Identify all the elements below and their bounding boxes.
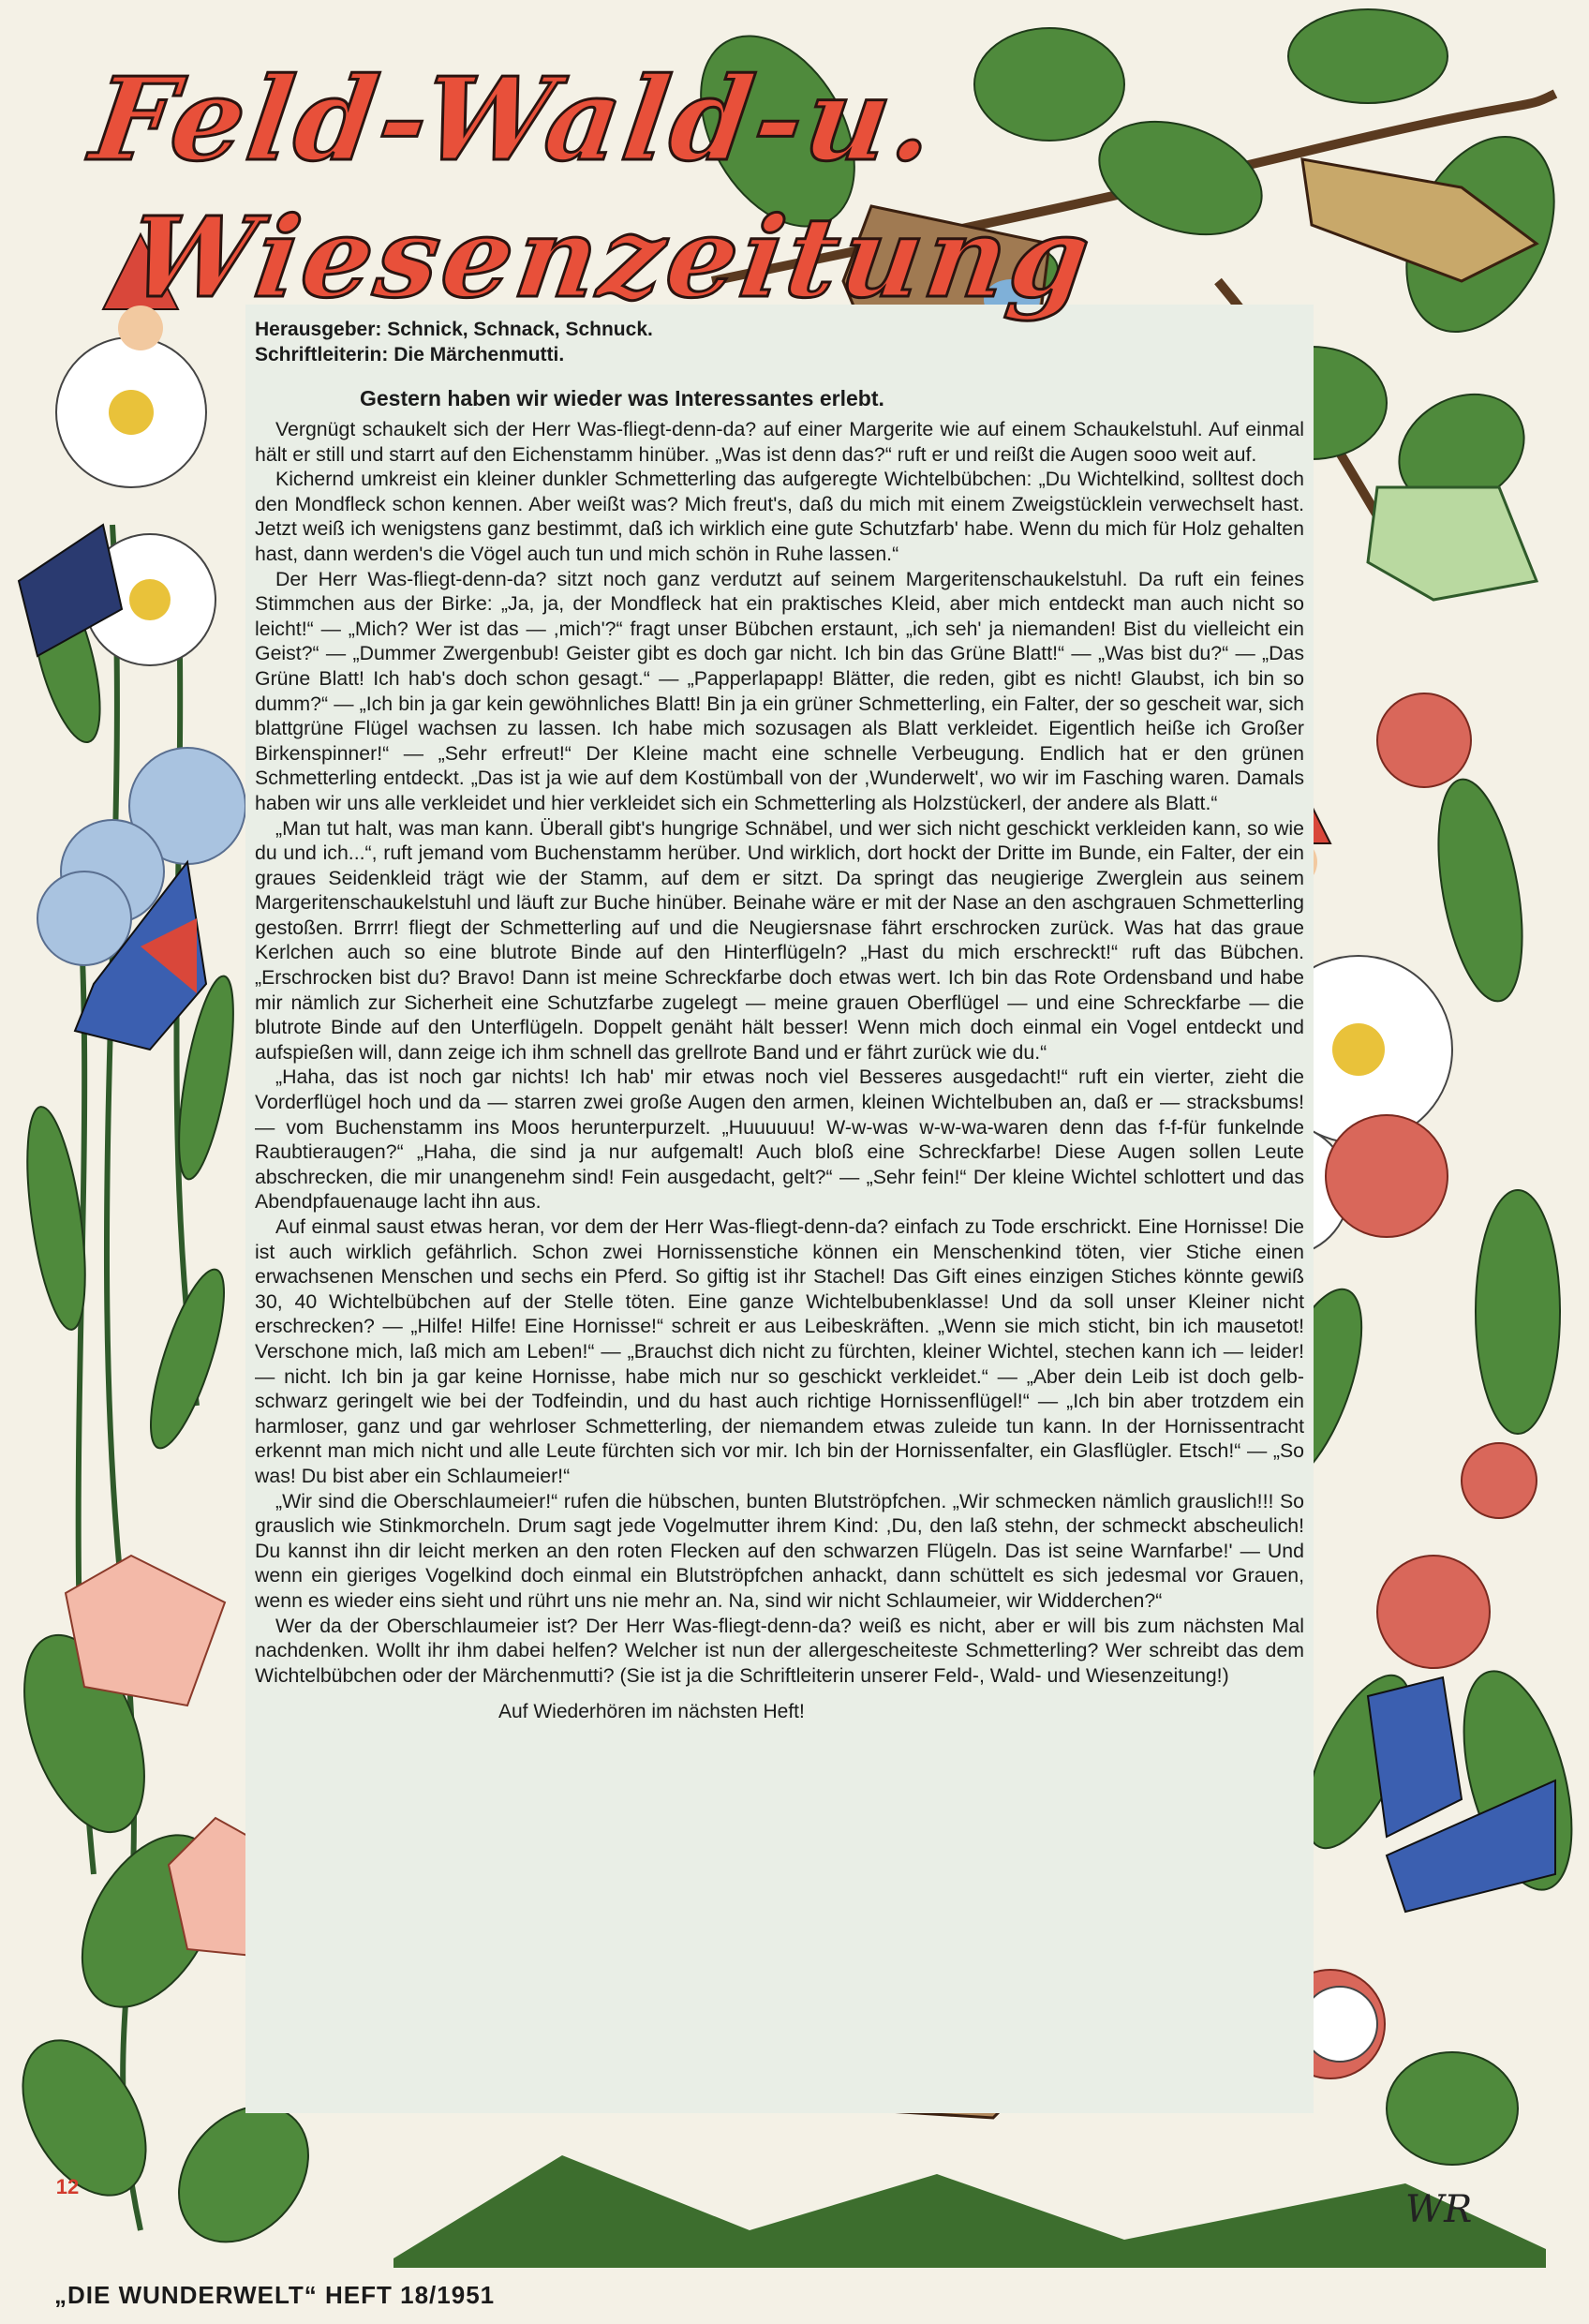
masthead-line-1: Feld-Wald-u.	[83, 52, 947, 186]
artist-signature: WR	[1405, 2188, 1473, 2231]
masthead-line-2: Wiesenzeitung	[122, 192, 1101, 322]
bottom-grass	[394, 2155, 1546, 2268]
article-lead: Gestern haben wir wieder was Interessantes erlebt.	[360, 386, 884, 410]
article-paragraph: „Haha, das ist noch gar nichts! Ich hab' mir etwas noch viel Besseres ausgedacht!“ ruft ein vierter, zieht die Vorderflügel hoch und da — starren zwei große Augen den armen, kleinen Wichtelbuben an, daß er — stracksbums! — vom Buchenstamm ins Moos herunterpurzelt. „Huuuuuu! W-w-was w-w-wa-waren denn das f-f-für funkelnde Raubtieraugen?“ „Haha, die sind ja nur aufgemalt! Auch bloß eine Schreckfarbe! Diese Augen sollen Leute abschrecken, die mir unangenehm sind! Fein ausgedacht, gelt?“ — „Sehr fein!“ Der kleine Wichtel schlottert und das Abendpfauenauge lacht ihn aus.	[255, 1065, 1304, 1214]
footer-issue-line: „DIE WUNDERWELT“ HEFT 18/1951	[54, 2281, 496, 2309]
masthead-title	[75, 52, 1101, 323]
publishers-credit: Herausgeber: Schnick, Schnack, Schnuck.	[255, 319, 653, 340]
article	[255, 317, 1304, 1723]
article-paragraph: Kichernd umkreist ein kleiner dunkler Schmetterling das aufgeregte Wichtelbübchen: „Du Wichtelkind, solltest doch den Mondfleck schon kennen. Aber weißt was? Mich freut's, daß du mich mit einem Zweigstücklein verwechselt hast. Jetzt weiß ich wenigstens ganz bestimmt, daß ich wirklich eine gute Schutzfarb' habe. Wenn du mich für Holz gehalten hast, dann werden's die Vögel auch tun und mich schön in Ruhe lassen.“	[255, 468, 1304, 565]
article-paragraph: Der Herr Was-fliegt-denn-da? sitzt noch ganz verdutzt auf seinem Margeritenschaukelstuhl. Da ruft ein feines Stimmchen aus der Birke: „Ja, ja, der Mondfleck hat ein praktisches Kleid, aber mich entdeckt man auch nicht so leicht!“ — „Mich? Wer ist das — ,mich'?“ fragt unser Bübchen erstaunt, „ich seh' ja niemanden! Bist du vielleicht ein Geist?“ — „Dummer Zwergenbub! Geister gibt es doch gar nicht. Ich bin das Grüne Blatt!“ — „Was bist du?“ — „Das Grüne Blatt! Ich hab's doch schon gesagt.“ — „Papperlapapp! Blätter, die reden, gibt es nicht! Glaubst, ich bin so dumm?“ — „Ich bin ja gar kein gewöhnliches Blatt! Bin ja ein grüner Schmetterling, ein Falter, der so gescheit war, sich blattgrüne Flügel wachsen zu lassen. Ich habe mich sozusagen als Blatt verkleidet. Eigentlich heiße ich Großer Birkenspinner!“ — „Sehr erfreut!“ Der Kleine macht eine schnelle Verbeugung. Endlich hat er den grünen Schmetterling entdeckt. „Das ist ja wie auf dem Kostümball von der ,Wunderwelt', wo wir im Fasching waren. Damals haben wir uns alle verkleidet und hier verkleidet sich ein Schmetterling als Holzstückerl, der andere als Blatt.“	[255, 567, 1304, 814]
article-paragraph: „Man tut halt, was man kann. Überall gibt's hungrige Schnäbel, und wer sich nicht geschickt verkleiden kann, so wie du und ich...“, ruft jemand vom Buchenstamm herüber. Und wirklich, dort hockt der Dritte im Bunde, ein Falter, der ein graues Seidenkleid trägt wie der Stamm, auf dem er sitzt. Da springt das neugierige Zwerglein aus seinem Margeritenschaukelstuhl und läuft zur Buche hinüber. Beinahe wäre er mit der Nase an den aschgrauen Schmetterling gestoßen. Brrrr! fliegt der Schmetterling auf und die Neugiersnase fährt erschrocken zurück. Was hat das graue Kerlchen auch so eine blutrote Binde auf den Hinterflügeln? „Hast du mich erschreckt!“ ruft das Bübchen. „Erschrocken bist du? Bravo! Dann ist meine Schreckfarbe doch etwas wert. Ich bin das Rote Ordensband und habe mir nämlich zur Sicherheit eine Schutzfarbe zugelegt — meine grauen Oberflügel — und eine Schreckfarbe — die blutrote Binde auf den Unterflügeln. Doppelt genäht hält besser! Wenn mich doch einmal ein Vogel entdeckt und aufspießen will, dann zeige ich ihm schnell das grellrote Band und er fährt zurück wie du.“	[255, 816, 1304, 1064]
article-paragraph: Auf einmal saust etwas heran, vor dem der Herr Was-fliegt-denn-da? einfach zu Tode erschrickt. Eine Hornisse! Die ist auch wirklich gefährlich. Schon zwei Hornissenstiche können ein Menschenkind töten, vier Stiche einen erwachsenen Menschen und sechs ein Pferd. So giftig ist ihr Stachel! Das Gift eines einzigen Stiches könnte gewiß 30, 40 Wichtelbübchen auf der Stelle töten. Eine ganze Wichtelbubenklasse! Und da soll unser Kleiner nicht erschrecken? — „Hilfe! Hilfe! Eine Hornisse!“ schreit er aus Leibeskräften. „Wenn sie mich sticht, bin ich mausetot! Verschone mich, laß mich am Leben!“ — „Brauchst dich nicht zu fürchten, kleiner Wichtel, stechen kann ich — leider! — nicht. Ich bin ja gar keine Hornisse, habe mich nur so geschickt verkleidet.“ — „Aber dein Leib ist doch gelb-schwarz geringelt wie bei der Todfeindin, und du hast auch richtige Hornissenflügel!“ — „Ich bin aber trotzdem ein harmloser, ganz und gar wehrloser Schmetterling, der niemandem etwas zuleide tun kann. In der Hornissentracht erkennt man mich nicht und alle Leute fürchten sich vor mir. Ich bin der Hornissenfalter, ein Glasflügler. Etsch!“ — „So was! Du bist aber ein Schlaumeier!“	[255, 1215, 1304, 1487]
article-closing: Auf Wiederhören im nächsten Heft!	[498, 1701, 805, 1723]
page-number: 12	[55, 2175, 80, 2198]
article-paragraph: Vergnügt schaukelt sich der Herr Was-fliegt-denn-da? auf einer Margerite wie auf einem Schaukelstuhl. Auf einmal hält er still und starrt auf den Eichenstamm hinüber. „Was ist denn das?“ ruft er und reißt die Augen sooo weit auf.	[255, 418, 1304, 466]
article-paragraph: „Wir sind die Oberschlaumeier!“ rufen die hübschen, bunten Blutströpfchen. „Wir schmecken nämlich grauslich!!! So grauslich wie Stinkmorcheln. Drum sagt jede Vogelmutter ihrem Kind: ,Du, den laß stehn, der schmeckt abscheulich! Du kannst ihn dir leicht merken an den roten Flecken auf den schwarzen Flügeln. Das ist seine Warnfarbe!' — Und wenn ein gieriges Vogelkind doch einmal ein Blutströpfchen anhackt, dann schüttelt es sich jedesmal vor Grauen, wenn es wieder eins sieht und rührt uns nie mehr an. Na, sind wir nicht Schlaumeier, wir Widderchen?“	[255, 1489, 1304, 1612]
editor-credit: Schriftleiterin: Die Märchenmutti.	[255, 344, 565, 365]
article-paragraph: Wer da der Oberschlaumeier ist? Der Herr Was-fliegt-denn-da? weiß es nicht, aber er will bis zum nächsten Mal nachdenken. Wollt ihr ihm dabei helfen? Welcher ist nun der allergescheiteste Schmetterling? Wer schreibt das dem Wichtelbübchen oder der Märchenmutti? (Sie ist ja die Schriftleiterin unserer Feld-, Wald- und Wiesenzeitung!)	[255, 1614, 1304, 1687]
